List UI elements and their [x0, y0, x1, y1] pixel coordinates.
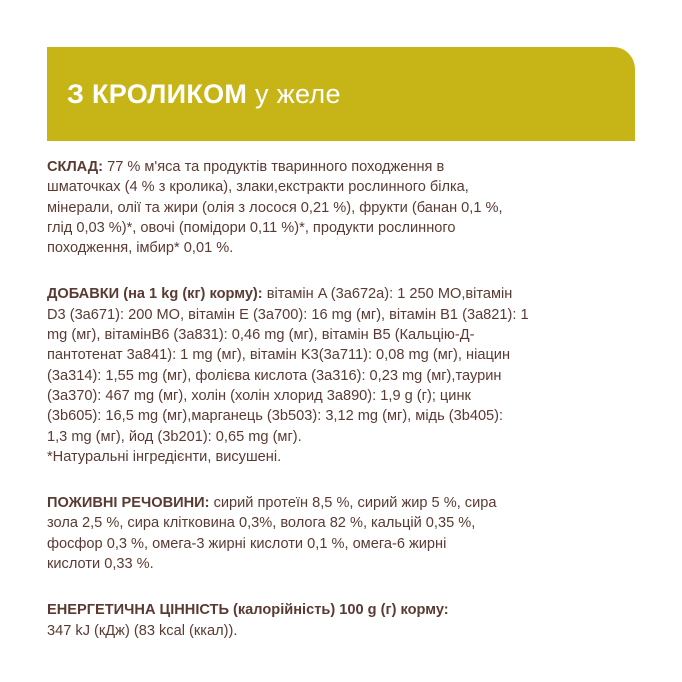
additives-line-6: (3a370): 467 mg (мг), холін (холін хлорид 3a890): 1,9 g (г); цинк: [47, 387, 471, 404]
ingredients-content: [47, 157, 647, 667]
composition-line-4: глід 0,03 %)*, овочі (помідори 0,11 %)*, продукти рослинного: [47, 219, 456, 236]
nutrients-line-3: фосфор 0,3 %, омега-3 жирні кислоти 0,1 %, омега-6 жирні: [47, 535, 447, 552]
additives-footnote: *Натуральні інгредієнти, висушені.: [47, 448, 282, 465]
composition-line-1: СКЛАД: 77 % м'яса та продуктів тваринного походження в: [47, 159, 445, 175]
additives-label: ДОБАВКИ (на 1 kg (кг) корму):: [47, 286, 263, 303]
additives-line-7: (3b605): 16,5 mg (мг),марганець (3b503): 3,12 mg (мг), мідь (3b405):: [47, 408, 504, 425]
composition-label: СКЛАД:: [47, 159, 104, 175]
composition-section: [47, 157, 647, 258]
composition-line-3: мінерали, олії та жири (олія з лосося 0,21 %), фрукти (банан 0,1 %,: [47, 199, 503, 216]
composition-line-5: походження, імбир* 0,01 %.: [47, 240, 234, 257]
energy-section: [47, 600, 647, 641]
additives-line-8: 1,3 mg (мг), йод (3b201): 0,65 mg (мг).: [47, 428, 302, 445]
additives-line-4: пантотенат 3a841): 1 mg (мг), вітамін K3(3a711): 0,08 mg (мг), ніацин: [47, 347, 511, 364]
additives-line-5: (3a314): 1,55 mg (мг), фолієва кислота (3a316): 0,23 mg (мг),таурин: [47, 367, 502, 384]
energy-line-2: 347 kJ (кДж) (83 kcal (ккал)).: [47, 622, 238, 639]
energy-label: ЕНЕРГЕТИЧНА ЦІННІСТЬ (калорійність) 100 g (г) корму:: [47, 602, 449, 619]
nutrients-label: ПОЖИВНІ РЕЧОВИНИ:: [47, 495, 210, 512]
product-title: [67, 79, 341, 110]
energy-line-1: [47, 600, 647, 620]
title-banner: [47, 47, 635, 141]
nutrients-line-4: кислоти 0,33 %.: [47, 556, 154, 573]
additives-line-1: ДОБАВКИ (на 1 kg (кг) корму): вітамін A (3a672a): 1 250 МО,вітамін: [47, 286, 513, 303]
composition-line-2: шматочках (4 % з кролика), злаки,екстракти рослинного білка,: [47, 179, 469, 196]
product-title-sub: у желе: [255, 78, 341, 109]
nutrients-line-1: ПОЖИВНІ РЕЧОВИНИ: сирий протеїн 8,5 %, сирий жир 5 %, сира: [47, 495, 497, 512]
additives-line-3: mg (мг), вітамінB6 (3a831): 0,46 mg (мг), вітамін B5 (Кальцію-Д-: [47, 327, 475, 344]
additives-line-2: D3 (3a671): 200 МО, вітамін E (3a700): 16 mg (мг), вітамін B1 (3a821): 1: [47, 306, 529, 323]
additives-section: [47, 284, 647, 467]
nutrients-section: [47, 493, 647, 574]
product-title-main: З КРОЛИКОМ: [67, 78, 248, 109]
nutrients-line-2: зола 2,5 %, сира клітковина 0,3%, волога 82 %, кальцій 0,35 %,: [47, 515, 476, 532]
